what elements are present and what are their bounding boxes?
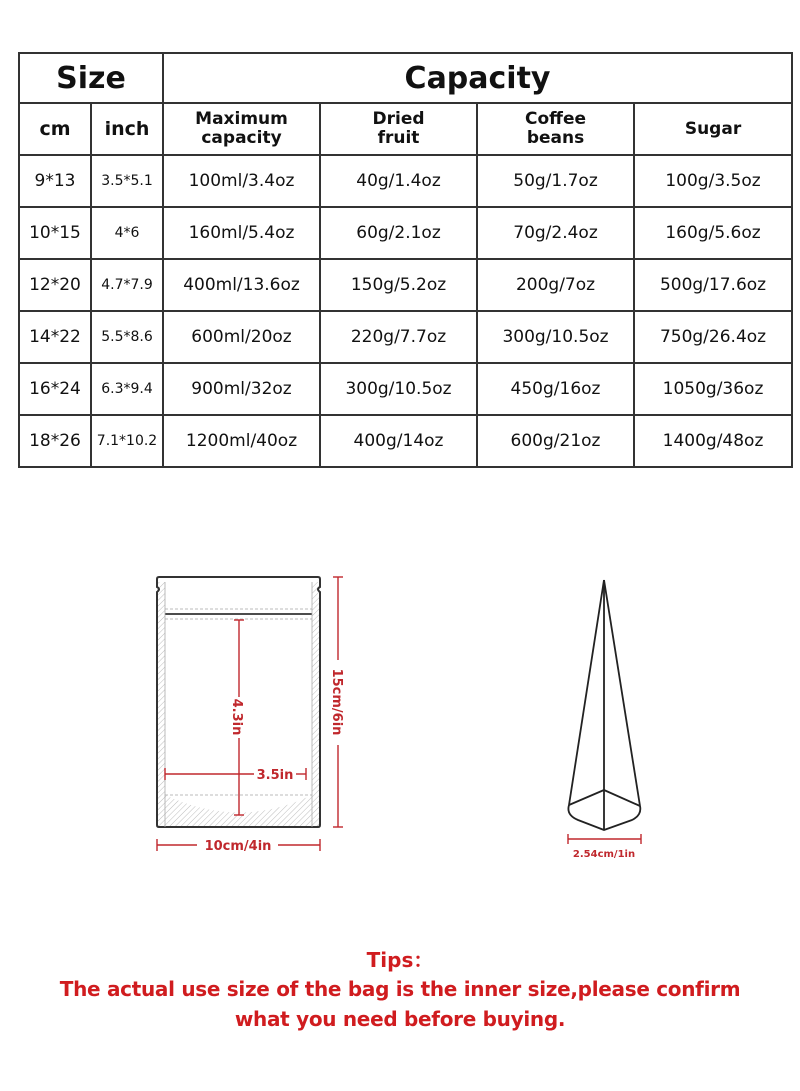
cell-sugar: 500g/17.6oz <box>634 259 792 311</box>
cell-cm: 9*13 <box>19 155 91 207</box>
gusset-dimension-line <box>568 834 641 844</box>
table-row <box>19 415 792 467</box>
cell-sugar: 750g/26.4oz <box>634 311 792 363</box>
cell-max-capacity: 600ml/20oz <box>163 311 320 363</box>
cell-cm: 18*26 <box>19 415 91 467</box>
inner-width-label: 3.5in <box>256 768 294 783</box>
col-header-line: Dried <box>372 109 425 129</box>
col-header-dried-fruit <box>320 103 477 155</box>
col-header-sugar: Sugar <box>634 103 792 155</box>
cell-inch: 5.5*8.6 <box>91 311 163 363</box>
cell-inch: 3.5*5.1 <box>91 155 163 207</box>
cell-cm: 12*20 <box>19 259 91 311</box>
cell-coffee-beans: 300g/10.5oz <box>477 311 634 363</box>
cell-max-capacity: 1200ml/40oz <box>163 415 320 467</box>
col-header-cm: cm <box>19 103 91 155</box>
capacity-table-container <box>18 52 791 468</box>
table-row <box>19 363 792 415</box>
gusset-label: 2.54cm/1in <box>572 849 636 860</box>
col-header-inch: inch <box>91 103 163 155</box>
cell-inch: 4.7*7.9 <box>91 259 163 311</box>
cell-sugar: 1400g/48oz <box>634 415 792 467</box>
cell-dried-fruit: 220g/7.7oz <box>320 311 477 363</box>
cell-max-capacity: 160ml/5.4oz <box>163 207 320 259</box>
cell-dried-fruit: 60g/2.1oz <box>320 207 477 259</box>
cell-sugar: 160g/5.6oz <box>634 207 792 259</box>
cell-coffee-beans: 70g/2.4oz <box>477 207 634 259</box>
cell-cm: 16*24 <box>19 363 91 415</box>
tips-line-1: The actual use size of the bag is the inner size,please confirm <box>59 977 741 1001</box>
col-header-coffee-beans <box>477 103 634 155</box>
cell-dried-fruit: 400g/14oz <box>320 415 477 467</box>
cell-max-capacity: 400ml/13.6oz <box>163 259 320 311</box>
side-view-bag <box>568 580 640 830</box>
front-view-bag <box>157 577 320 827</box>
cell-inch: 6.3*9.4 <box>91 363 163 415</box>
cell-coffee-beans: 50g/1.7oz <box>477 155 634 207</box>
outer-width-label: 10cm/4in <box>204 839 272 854</box>
col-header-line: capacity <box>201 128 282 148</box>
table-row <box>19 259 792 311</box>
cell-coffee-beans: 600g/21oz <box>477 415 634 467</box>
cell-inch: 7.1*10.2 <box>91 415 163 467</box>
cell-max-capacity: 900ml/32oz <box>163 363 320 415</box>
col-header-line: Maximum <box>195 109 288 129</box>
table-row <box>19 207 792 259</box>
cell-cm: 10*15 <box>19 207 91 259</box>
col-header-line: beans <box>526 128 585 148</box>
col-header-line: fruit <box>377 128 420 148</box>
cell-sugar: 1050g/36oz <box>634 363 792 415</box>
tips-title: Tips： <box>366 948 434 972</box>
capacity-table <box>18 52 793 468</box>
cell-inch: 4*6 <box>91 207 163 259</box>
inner-height-label: 4.3in <box>229 698 244 736</box>
tips-section <box>0 946 800 1034</box>
cell-coffee-beans: 450g/16oz <box>477 363 634 415</box>
cell-dried-fruit: 300g/10.5oz <box>320 363 477 415</box>
table-row <box>19 155 792 207</box>
cell-max-capacity: 100ml/3.4oz <box>163 155 320 207</box>
cell-sugar: 100g/3.5oz <box>634 155 792 207</box>
capacity-group-header: Capacity <box>163 53 792 103</box>
cell-coffee-beans: 200g/7oz <box>477 259 634 311</box>
outer-height-label: 15cm/6in <box>329 668 344 736</box>
cell-dried-fruit: 150g/5.2oz <box>320 259 477 311</box>
tips-line-2: what you need before buying. <box>234 1007 566 1031</box>
cell-dried-fruit: 40g/1.4oz <box>320 155 477 207</box>
size-group-header: Size <box>19 53 163 103</box>
col-header-line: Coffee <box>525 109 587 129</box>
cell-cm: 14*22 <box>19 311 91 363</box>
col-header-maximum-capacity <box>163 103 320 155</box>
front-dimension-lines <box>157 577 343 851</box>
table-row <box>19 311 792 363</box>
